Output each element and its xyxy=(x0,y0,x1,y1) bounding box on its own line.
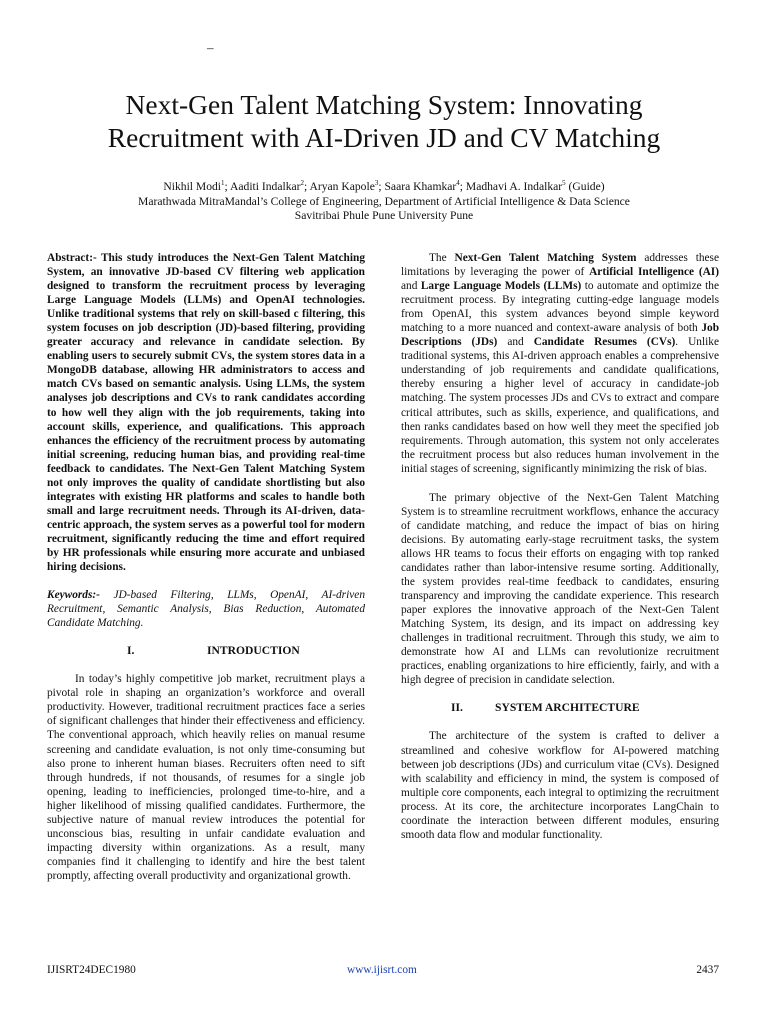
section-title: SYSTEM ARCHITECTURE xyxy=(495,701,640,715)
title-line-2: Recruitment with AI-Driven JD and CV Matching xyxy=(107,122,661,153)
author-name: ; Madhavi A. Indalkar xyxy=(459,180,563,193)
author-role: (Guide) xyxy=(565,180,605,193)
section-title: INTRODUCTION xyxy=(207,644,300,658)
author-sup: 4 xyxy=(456,179,460,188)
architecture-paragraph: The architecture of the system is crafted to deliver a streamlined and cohesive workflow for AI-powered matching between job descriptions (JDs) and curriculum vitae (CVs). Designed with scalability and efficiency in mind, the system is composed of multiple core components, each integral to optimizing the recruitment process. At its core, the architecture incorporates LangChain to coordinate the interaction between different modules, ensuring smooth data flow and modular functionality. xyxy=(401,730,719,841)
body-paragraph-1 xyxy=(401,251,719,476)
page-footer xyxy=(47,964,719,980)
section-number: I. xyxy=(127,644,135,658)
footer-website-link[interactable]: www.ijisrt.com xyxy=(347,964,417,976)
footer-paper-id: IJISRT24DEC1980 xyxy=(47,964,136,976)
bold-term: Large Language Models (LLMs) xyxy=(420,280,582,293)
right-column xyxy=(401,251,719,842)
header-mark: – xyxy=(207,40,214,55)
body-paragraph-2: The primary objective of the Next-Gen Talent Matching System is to streamline recruitment workflows, enhance the accuracy of candidate matching, and reduce the impact of bias on hiring decisions. By automating early-stage recruitment tasks, the system allows HR teams to focus their efforts on engaging with top ranked candidates rather than labor-intensive resume sorting. Additionally, the system provides real-time feedback to candidates, ensuring transparency and improving the candidate experience. This research paper explores the innovative approach of the Next-Gen Talent Matching System, its design, and its impact on addressing key challenges in traditional recruitment. Through this study, we aim to demonstrate how AI and LLMs can revolutionize recruitment practices, enabling organizations to hire efficiently, fairly, and with a high degree of precision in candidate selection. xyxy=(401,491,719,687)
introduction-paragraph: In today’s highly competitive job market, recruitment plays a pivotal role in shaping an organization’s workforce and overall productivity. However, traditional recruitment practices face a series of significant challenges that hinder their effectiveness and efficiency. The conventional approach, which heavily relies on manual resume screening and candidate evaluation, is not only time-consuming but also prone to inherent human biases. Recruiters often need to sift through hundreds, if not thousands, of resumes for a single job opening, leading to inefficiencies, prolonged time-to-hire, and a higher likelihood of missing qualified candidates. Furthermore, the subjective nature of manual review introduces the potential for unconscious bias, resulting in unfair candidate evaluation and impacting diversity within organizations. As a result, many companies find it challenging to identify and hire the best talent promptly, affecting overall productivity and organizational growth. xyxy=(47,673,365,882)
text-run: The xyxy=(429,252,455,264)
left-column xyxy=(47,251,365,883)
text-run: to automate and optimize the recruitment process. By integrating cutting-edge language models from OpenAI, this system advances beyond simple keyword matching to a more nuanced and context-aware analysis of both xyxy=(401,280,719,335)
author-name: ; Saara Khamkar xyxy=(378,180,457,193)
keywords-text: JD-based Filtering, LLMs, OpenAI, AI-driven Recruitment, Semantic Analysis, Bias Reduction, Automated Candidate Matching. xyxy=(47,589,365,630)
author-name: Nikhil Modi xyxy=(163,180,222,193)
bold-term: Artificial Intelligence (AI) xyxy=(589,266,719,279)
title-line-1: Next-Gen Talent Matching System: Innovating xyxy=(125,89,643,120)
university: Savitribai Phule Pune University Pune xyxy=(294,209,474,222)
keywords-label: Keywords:- xyxy=(47,589,100,602)
author-sup: 2 xyxy=(300,179,305,188)
bold-term: Candidate Resumes (CVs) xyxy=(533,336,676,349)
author-sup: 3 xyxy=(374,179,379,188)
section-heading-introduction xyxy=(47,644,365,658)
affiliation: Marathwada MitraMandal’s College of Engineering, Department of Artificial Intelligence & Data Science xyxy=(138,194,630,208)
section-heading-system-architecture xyxy=(401,701,719,715)
text-run: and xyxy=(401,280,421,293)
author-block xyxy=(40,180,728,224)
keywords xyxy=(47,588,365,630)
bold-term: Next-Gen Talent Matching System xyxy=(454,252,637,264)
author-name: ; Aaditi Indalkar xyxy=(224,180,301,193)
section-number: II. xyxy=(451,701,463,715)
bold-term: Job Descriptions (JDs) xyxy=(401,322,719,349)
author-sup: 1 xyxy=(221,179,225,188)
text-run: and xyxy=(497,336,534,349)
author-list xyxy=(40,180,728,195)
abstract: Abstract:- This study introduces the Next-Gen Talent Matching System, an innovative JD-based CV filtering web application designed to transform the recruitment process by leveraging Large Language Models (LLMs) and OpenAI technologies. Unlike traditional systems that rely on skill-based c filtering, this system focuses on job description (JD)-based filtering, providing greater accuracy and relevance in candidate selection. By enabling users to securely submit CVs, the system stores data in a MongoDB database, allowing HR administrators to access and match CVs based on semantic analysis. Using LLMs, the system analyses job descriptions and CVs to rank candidates according to how well they align with the job requirements, taking into account skills, experience, and qualifications. This approach enhances the efficiency of the recruitment process by automating initial screening, reducing human bias, and providing real-time feedback to candidates. The Next-Gen Talent Matching System not only improves the quality of candidate shortlisting but also integrates with existing HR platforms and scales to handle both small and large recruitment needs. Through its AI-driven, data-centric approach, the system serves as a powerful tool for modern recruitment, significantly reducing the time and effort required by HR professionals while ensuring more accurate and unbiased hiring decisions. xyxy=(47,252,365,574)
paper-title xyxy=(40,88,728,154)
author-name: ; Aryan Kapole xyxy=(304,180,375,193)
author-sup: 5 xyxy=(562,179,566,188)
text-run: . Unlike traditional systems, this AI-driven approach enables a comprehensive understanding of job requirements and candidate qualifications, thereby ensuring a higher level of accuracy in candidate-job matching. The system processes JDs and CVs to extract and compare critical attributes, such as skills, experience, and qualifications, and then ranks candidates based on how well they meet the specified job requirements. Through automation, this system not only accelerates the recruitment process but also reduces human involvement in the initial stages of screening, significantly minimizing the risk of bias. xyxy=(401,336,719,475)
text-run: addresses these limitations by leveraging the power of xyxy=(401,252,719,279)
page-number: 2437 xyxy=(696,964,719,976)
